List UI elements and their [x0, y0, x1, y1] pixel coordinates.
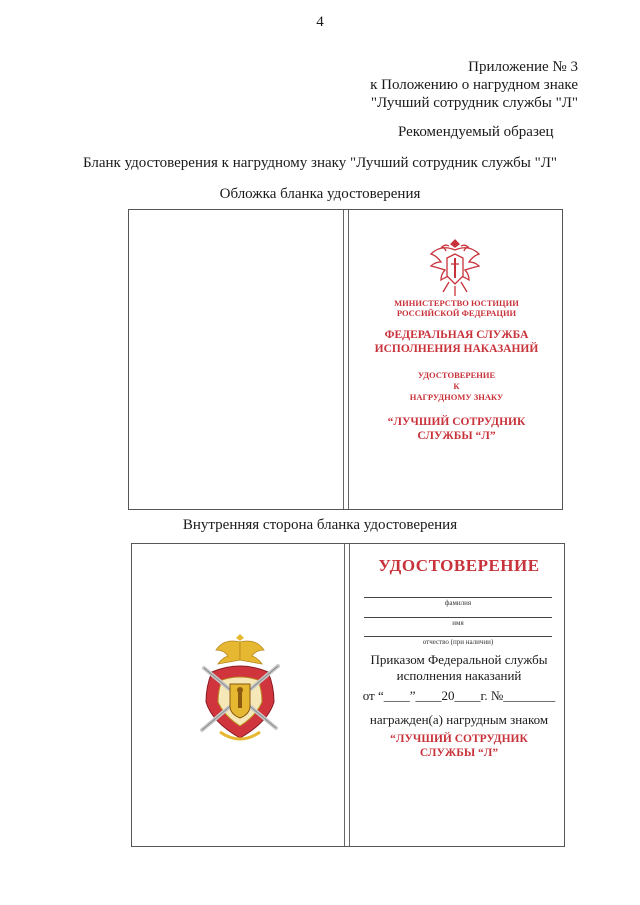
cover-spine-line-1	[343, 210, 344, 509]
inner-spine-line-2	[349, 544, 350, 846]
order-date-line: от “____”____20____г. №________	[362, 688, 556, 703]
inner-award-line-2: СЛУЖБЫ “Л”	[419, 747, 499, 759]
inner-award-line-1: “ЛУЧШИЙ СОТРУДНИК	[390, 733, 528, 745]
award-line-1: “ЛУЧШИЙ СОТРУДНИК	[387, 416, 526, 428]
ministry-line-2: РОССИЙСКОЙ ФЕДЕРАЦИИ	[396, 308, 517, 318]
inner-heading: Внутренняя сторона бланка удостоверения	[182, 517, 458, 533]
blank-title: Бланк удостоверения к нагрудному знаку "Лучший сотрудник службы "Л"	[82, 155, 558, 171]
certificate-line-3: НАГРУДНОМУ ЗНАКУ	[409, 392, 504, 402]
inner-award-title	[352, 732, 566, 760]
ministry-title	[349, 298, 564, 318]
recommended-sample-label: Рекомендуемый образец	[398, 124, 554, 140]
name-hint: имя	[452, 619, 464, 627]
page-number: 4	[316, 14, 324, 30]
order-line-1: Приказом Федеральной службы	[370, 652, 548, 667]
appendix-reference	[370, 58, 578, 112]
cover-spine-line-2	[348, 210, 349, 509]
appendix-line-3: "Лучший сотрудник службы "Л"	[370, 95, 578, 111]
double-headed-eagle-emblem-icon	[427, 236, 483, 300]
certificate-title	[349, 370, 564, 403]
name-line	[364, 617, 552, 618]
certificate-line-2: К	[453, 381, 460, 391]
fsin-badge-icon	[192, 632, 288, 752]
award-title	[349, 415, 564, 443]
ministry-line-1: МИНИСТЕРСТВО ЮСТИЦИИ	[394, 298, 519, 308]
service-line-1: ФЕДЕРАЛЬНАЯ СЛУЖБА	[384, 329, 529, 341]
patronymic-hint: отчество (при наличии)	[422, 638, 494, 646]
patronymic-line	[364, 636, 552, 637]
service-title	[349, 328, 564, 356]
inner-title: УДОСТОВЕРЕНИЕ	[378, 556, 540, 575]
appendix-line-1: Приложение № 3	[468, 59, 578, 75]
appendix-line-2: к Положению о нагрудном знаке	[370, 77, 578, 93]
certificate-line-1: УДОСТОВЕРЕНИЕ	[417, 370, 496, 380]
surname-line	[364, 597, 552, 598]
surname-hint: фамилия	[444, 599, 472, 607]
order-line-2: исполнения наказаний	[396, 668, 522, 683]
award-line-2: СЛУЖБЫ “Л”	[417, 430, 496, 442]
inner-panel	[131, 543, 565, 847]
cover-heading: Обложка бланка удостоверения	[219, 186, 421, 202]
service-line-2: ИСПОЛНЕНИЯ НАКАЗАНИЙ	[374, 343, 539, 355]
inner-spine-line-1	[344, 544, 345, 846]
cover-panel	[128, 209, 563, 510]
awarded-text: награжден(а) нагрудным знаком	[369, 712, 549, 727]
